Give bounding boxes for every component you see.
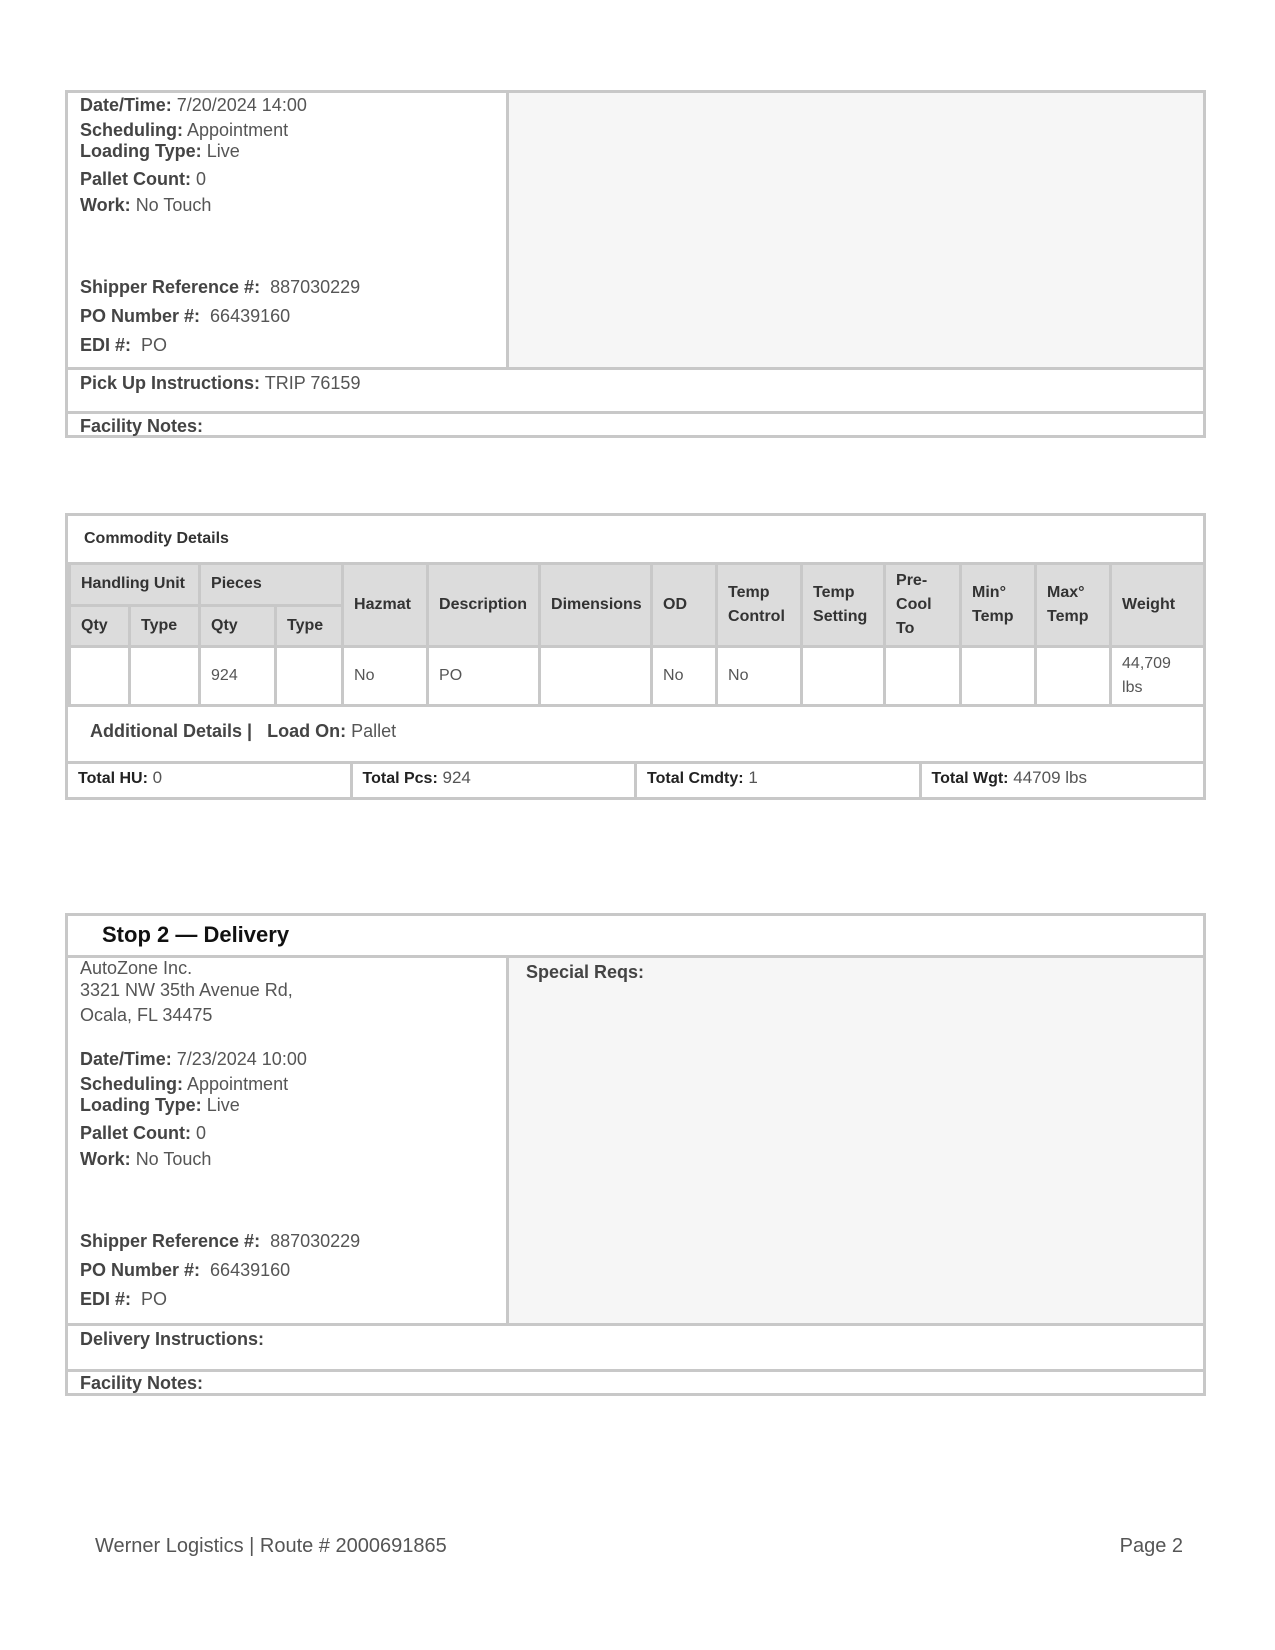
commodity-totals bbox=[68, 761, 1203, 797]
stop2-facility-notes: Facility Notes: bbox=[80, 1373, 204, 1393]
commodity-title: Commodity Details bbox=[84, 530, 229, 547]
total-pcs: Total Pcs: 924 bbox=[353, 764, 638, 797]
divider bbox=[68, 1369, 1203, 1372]
footer-page-number: Page 2 bbox=[1119, 1535, 1183, 1557]
stop1-details bbox=[68, 93, 509, 367]
stop1-work: Work: No Touch bbox=[80, 195, 212, 215]
header-pc-qty: Qty bbox=[200, 605, 276, 647]
header-max-temp: Max° Temp bbox=[1036, 564, 1111, 647]
header-pc-type: Type bbox=[276, 605, 343, 647]
divider bbox=[68, 367, 1203, 370]
stop2-scheduling: Scheduling: Appointment bbox=[80, 1074, 289, 1094]
stop2-loading-type: Loading Type: Live bbox=[80, 1095, 240, 1115]
cell-description: PO bbox=[428, 647, 540, 706]
stop1-special-panel bbox=[509, 93, 1203, 367]
table-row bbox=[70, 647, 1205, 706]
header-precool: Pre-Cool To bbox=[885, 564, 961, 647]
stop1-facility-notes: Facility Notes: bbox=[80, 416, 204, 436]
header-hazmat: Hazmat bbox=[343, 564, 428, 647]
stop2-title: Stop 2 — Delivery bbox=[102, 922, 290, 947]
commodity-details-panel bbox=[65, 513, 1206, 800]
stop2-delivery-instructions: Delivery Instructions: bbox=[80, 1329, 265, 1349]
header-min-temp: Min° Temp bbox=[961, 564, 1036, 647]
stop2-details bbox=[68, 958, 509, 1323]
header-pieces: Pieces bbox=[200, 564, 343, 606]
cell-precool bbox=[885, 647, 961, 706]
stop2-datetime: Date/Time: 7/23/2024 10:00 bbox=[80, 1049, 307, 1069]
cell-weight: 44,709 lbs bbox=[1111, 647, 1205, 706]
stop2-address-line2: Ocala, FL 34475 bbox=[80, 1005, 213, 1025]
header-weight: Weight bbox=[1111, 564, 1205, 647]
stop1-pickup-instructions: Pick Up Instructions: TRIP 76159 bbox=[80, 373, 361, 393]
stop2-special-reqs: Special Reqs: bbox=[526, 962, 645, 982]
stop1-pallet-count: Pallet Count: 0 bbox=[80, 169, 207, 189]
stop2-pallet-count: Pallet Count: 0 bbox=[80, 1123, 207, 1143]
stop2-company: AutoZone Inc. bbox=[80, 958, 193, 978]
header-od: OD bbox=[652, 564, 717, 647]
header-temp-setting: Temp Setting bbox=[802, 564, 885, 647]
cell-dimensions bbox=[540, 647, 652, 706]
stop2-po-number: PO Number #: 66439160 bbox=[80, 1260, 291, 1280]
stop1-panel bbox=[65, 90, 1206, 438]
stop1-scheduling: Scheduling: Appointment bbox=[80, 120, 289, 140]
stop1-po-number: PO Number #: 66439160 bbox=[80, 306, 291, 326]
footer-route: Werner Logistics | Route # 2000691865 bbox=[95, 1535, 447, 1557]
cell-hazmat: No bbox=[343, 647, 428, 706]
stop1-shipper-ref: Shipper Reference #: 887030229 bbox=[80, 277, 361, 297]
cell-hu-type bbox=[130, 647, 200, 706]
cell-temp-setting bbox=[802, 647, 885, 706]
divider bbox=[68, 1323, 1203, 1326]
stop2-body bbox=[68, 958, 1203, 1323]
cell-hu-qty bbox=[70, 647, 130, 706]
commodity-table bbox=[68, 562, 1206, 707]
header-dimensions: Dimensions bbox=[540, 564, 652, 647]
cell-od: No bbox=[652, 647, 717, 706]
total-wgt: Total Wgt: 44709 lbs bbox=[931, 768, 1087, 787]
header-description: Description bbox=[428, 564, 540, 647]
stop2-work: Work: No Touch bbox=[80, 1149, 212, 1169]
header-handling-unit: Handling Unit bbox=[70, 564, 200, 606]
additional-details: Additional Details | Load On: Pallet bbox=[90, 721, 397, 741]
cell-max-temp bbox=[1036, 647, 1111, 706]
stop1-datetime: Date/Time: 7/20/2024 14:00 bbox=[80, 95, 307, 115]
cell-pc-qty: 924 bbox=[200, 647, 276, 706]
cell-temp-control: No bbox=[717, 647, 802, 706]
header-hu-type: Type bbox=[130, 605, 200, 647]
cell-min-temp bbox=[961, 647, 1036, 706]
stop1-edi: EDI #: PO bbox=[80, 335, 168, 355]
total-hu: Total HU: 0 bbox=[68, 764, 353, 797]
stop2-special-panel bbox=[509, 958, 1203, 1323]
total-cmdty: Total Cmdty: 1 bbox=[637, 764, 922, 797]
header-hu-qty: Qty bbox=[70, 605, 130, 647]
stop2-shipper-ref: Shipper Reference #: 887030229 bbox=[80, 1231, 361, 1251]
cell-pc-type bbox=[276, 647, 343, 706]
stop2-address-line1: 3321 NW 35th Avenue Rd, bbox=[80, 980, 293, 1000]
stop1-loading-type: Loading Type: Live bbox=[80, 141, 240, 161]
stop2-edi: EDI #: PO bbox=[80, 1289, 168, 1309]
stop2-panel bbox=[65, 913, 1206, 1396]
header-temp-control: Temp Control bbox=[717, 564, 802, 647]
divider bbox=[68, 411, 1203, 414]
